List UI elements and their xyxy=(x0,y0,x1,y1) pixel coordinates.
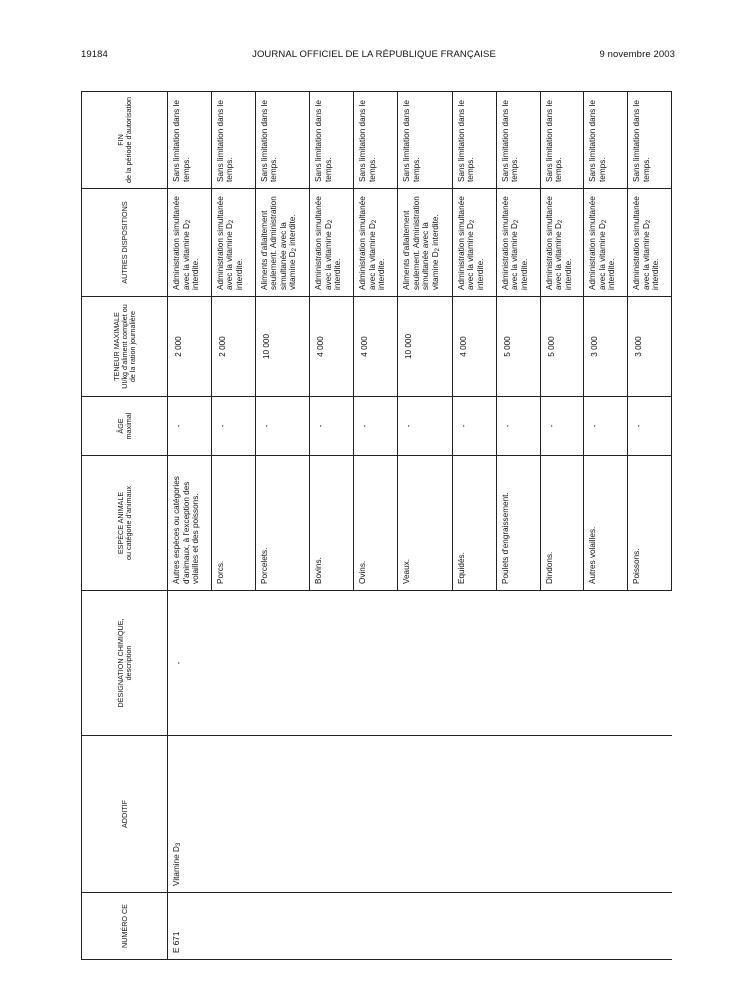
cell-age: - xyxy=(584,397,628,456)
cell-teneur: 5 000 xyxy=(540,297,584,397)
cell-additif: Vitamine $D_3$ xyxy=(168,736,672,893)
cell-age: - xyxy=(354,397,398,456)
cell-teneur: 3 000 xyxy=(628,297,672,397)
cell-age: - xyxy=(310,397,354,456)
cell-teneur: 10 000 xyxy=(255,297,310,397)
cell-fin: Sans limitation dans le temps. xyxy=(398,92,453,189)
col-header-designation: DÉSIGNATION CHIMIQUE, description xyxy=(82,591,168,736)
cell-age: - xyxy=(211,397,255,456)
cell-age: - xyxy=(168,397,212,456)
cell-age: - xyxy=(398,397,453,456)
cell-autres: Aliments d'allaitement seulement. Administration simultanée avec la vitamine $D_2$ interdite. xyxy=(398,189,453,297)
table-body xyxy=(168,92,672,960)
cell-espece: Poissons. xyxy=(628,456,672,591)
cell-fin: Sans limitation dans le temps. xyxy=(584,92,628,189)
cell-fin: Sans limitation dans le temps. xyxy=(540,92,584,189)
col-header-additif: ADDITIF xyxy=(82,736,168,893)
authorization-table xyxy=(81,91,672,960)
cell-autres: Administration simultanée avec la vitamine $D_2$ interdite. xyxy=(628,189,672,297)
col-header-espece: ESPÈCE ANIMALE ou catégorie d'animaux xyxy=(82,456,168,591)
cell-espece: Autres espèces ou catégories d'animaux, à l'exception des volailles et des poissons. xyxy=(168,456,212,591)
cell-espece: Autres volailles. xyxy=(584,456,628,591)
col-header-numero: NUMÉRO CE xyxy=(82,893,168,960)
cell-fin: Sans limitation dans le temps. xyxy=(452,92,496,189)
cell-espece: Porcelets. xyxy=(255,456,310,591)
cell-age: - xyxy=(628,397,672,456)
cell-fin: Sans limitation dans le temps. xyxy=(354,92,398,189)
col-header-teneur: TENEUR MAXIMALE UI/kg d'aliment complet ou de la ration journalière xyxy=(82,297,168,397)
cell-autres: Administration simultanée avec la vitamine $D_2$ interdite. xyxy=(496,189,540,297)
table-header-row xyxy=(82,92,168,960)
cell-autres: Administration simultanée avec la vitamine $D_2$ interdite. xyxy=(452,189,496,297)
cell-espece: Dindons. xyxy=(540,456,584,591)
cell-age: - xyxy=(452,397,496,456)
cell-teneur: 4 000 xyxy=(310,297,354,397)
table-row xyxy=(168,92,212,960)
cell-fin: Sans limitation dans le temps. xyxy=(211,92,255,189)
cell-teneur: 4 000 xyxy=(354,297,398,397)
cell-teneur: 2 000 xyxy=(211,297,255,397)
cell-fin: Sans limitation dans le temps. xyxy=(310,92,354,189)
cell-autres: Administration simultanée avec la vitamine $D_2$ interdite. xyxy=(211,189,255,297)
cell-teneur: 10 000 xyxy=(398,297,453,397)
cell-numero: E 671 xyxy=(168,893,672,960)
cell-autres: Administration simultanée avec la vitamine $D_2$ interdite. xyxy=(584,189,628,297)
cell-fin: Sans limitation dans le temps. xyxy=(168,92,212,189)
cell-autres: Administration simultanée avec la vitamine $D_2$ interdite. xyxy=(540,189,584,297)
cell-teneur: 5 000 xyxy=(496,297,540,397)
cell-age: - xyxy=(496,397,540,456)
col-header-age: ÂGE maximal xyxy=(82,397,168,456)
cell-age: - xyxy=(255,397,310,456)
cell-autres: Aliments d'allaitement seulement. Administration simultanée avec la vitamine $D_2$ interdite. xyxy=(255,189,310,297)
cell-teneur: 3 000 xyxy=(584,297,628,397)
cell-espece: Ovins. xyxy=(354,456,398,591)
cell-age: - xyxy=(540,397,584,456)
publication-date: 9 novembre 2003 xyxy=(599,49,675,60)
journal-title: JOURNAL OFFICIEL DE LA RÉPUBLIQUE FRANÇAISE xyxy=(252,49,496,60)
cell-teneur: 2 000 xyxy=(168,297,212,397)
cell-autres: Administration simultanée avec la vitamine $D_2$ interdite. xyxy=(354,189,398,297)
col-header-fin: FIN de la période d'autorisation xyxy=(82,92,168,189)
cell-autres: Administration simultanée avec la vitamine $D_2$ interdite. xyxy=(310,189,354,297)
cell-espece: Veaux. xyxy=(398,456,453,591)
cell-autres: Administration simultanée avec la vitamine $D_2$ interdite. xyxy=(168,189,212,297)
cell-espece: Bovins. xyxy=(310,456,354,591)
page-number: 19184 xyxy=(81,49,108,60)
rotated-table-container xyxy=(81,92,672,960)
cell-designation: - xyxy=(168,591,672,736)
cell-espece: Equidés. xyxy=(452,456,496,591)
cell-fin: Sans limitation dans le temps. xyxy=(496,92,540,189)
cell-espece: Poulets d'engraissement. xyxy=(496,456,540,591)
cell-espece: Porcs. xyxy=(211,456,255,591)
col-header-autres: AUTRES DISPOSITIONS xyxy=(82,189,168,297)
cell-teneur: 4 000 xyxy=(452,297,496,397)
cell-fin: Sans limitation dans le temps. xyxy=(255,92,310,189)
cell-fin: Sans limitation dans le temps. xyxy=(628,92,672,189)
